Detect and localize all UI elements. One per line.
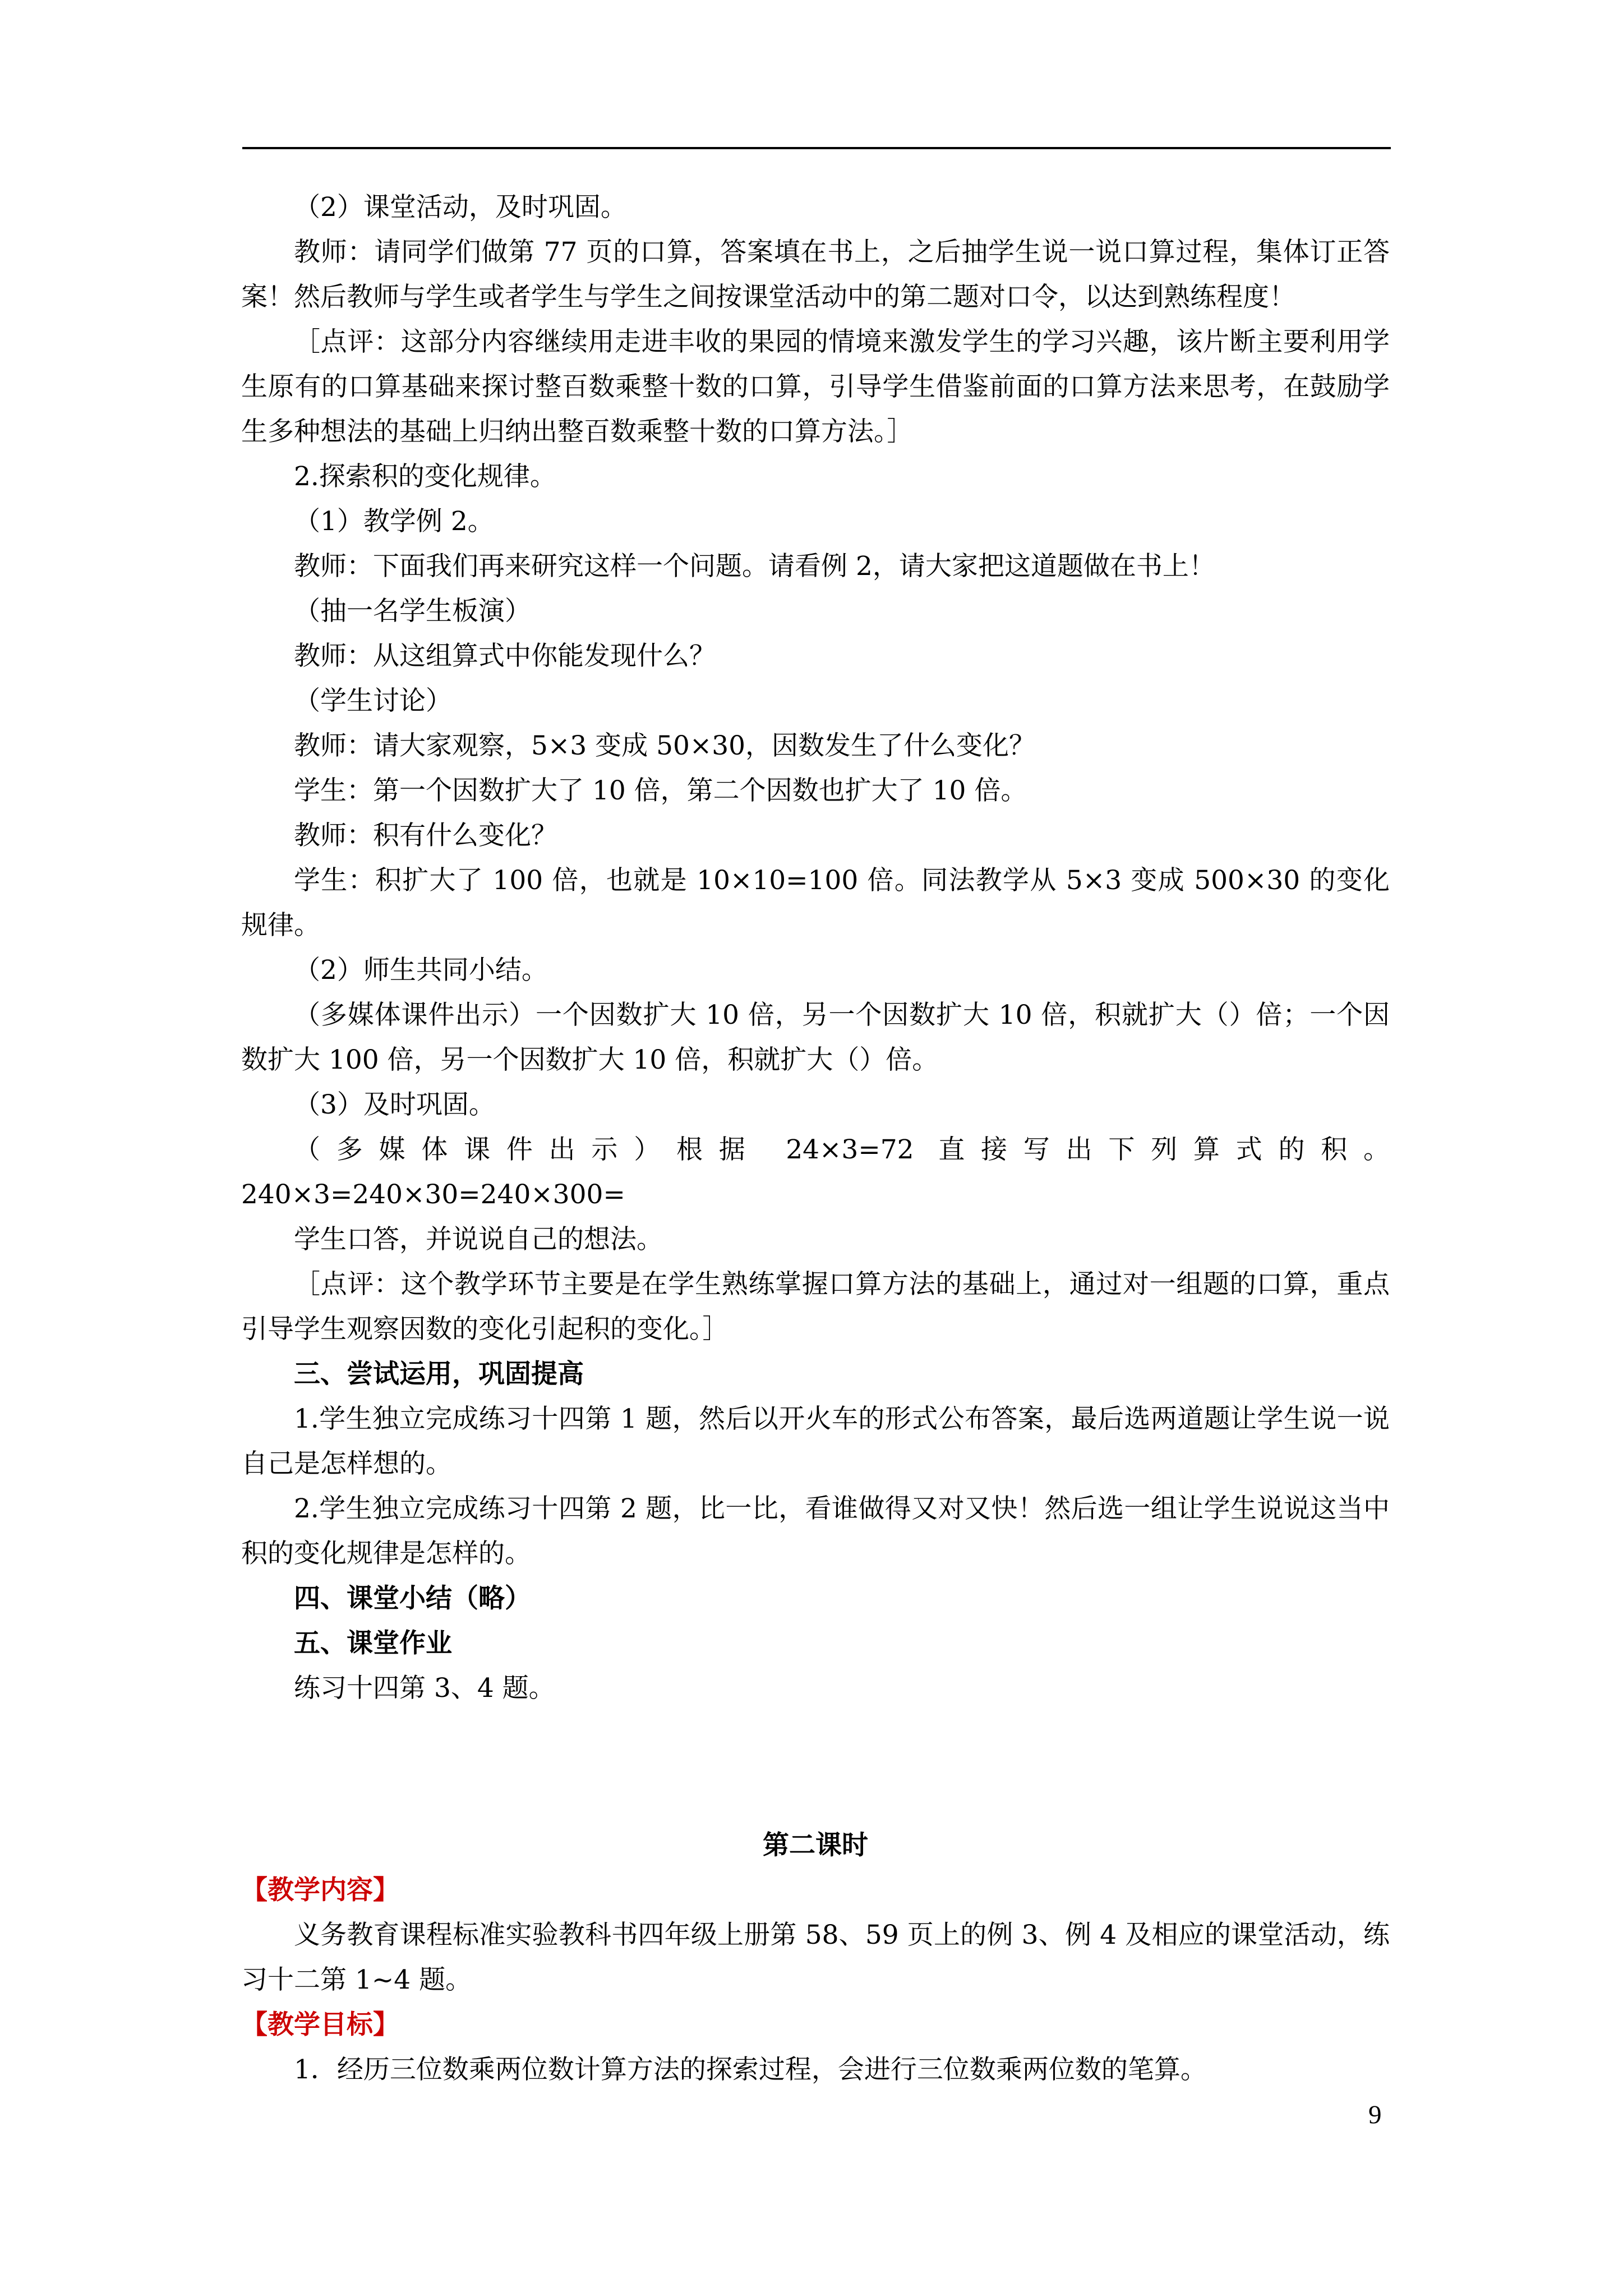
paragraph: 学生：第一个因数扩大了 10 倍，第二个因数也扩大了 10 倍。: [294, 775, 1027, 806]
paragraph: 教师：请同学们做第 77 页的口算，答案填在书上，之后抽学生说一说口算过程，集体订正答案！然后教师与学生或者学生与学生之间按课堂活动中的第二题对口令，以达到熟练程度！: [241, 237, 1390, 312]
paragraph: 学生口答，并说说自己的想法。: [294, 1224, 663, 1255]
lesson-title: 第二课时: [763, 1830, 868, 1861]
paragraph: （2）师生共同小结。: [294, 955, 548, 986]
teaching-content-text: 义务教育课程标准实验教科书四年级上册第 58、59 页上的例 3、例 4 及相应的课堂活动，练习十二第 1~4 题。: [241, 1920, 1390, 1995]
page-body: [241, 185, 1390, 2092]
paragraph: （抽一名学生板演）: [294, 596, 531, 627]
paragraph: 教师：请大家观察，5×3 变成 50×30，因数发生了什么变化？: [294, 730, 1036, 761]
paragraph: 教师：从这组算式中你能发现什么？: [294, 641, 716, 671]
section-heading-3: 三、尝试运用，巩固提高: [294, 1359, 584, 1389]
paragraph: 学生：积扩大了 100 倍，也就是 10×10=100 倍。同法教学从 5×3 变成 500×30 的变化规律。: [241, 865, 1390, 941]
homework-text: 练习十四第 3、4 题。: [294, 1673, 555, 1704]
paragraph: （学生讨论）: [294, 685, 452, 716]
paragraph: 教师：下面我们再来研究这样一个问题。请看例 2，请大家把这道题做在书上！: [294, 551, 1215, 582]
comment-paragraph: ［点评：这部分内容继续用走进丰收的果园的情境来激发学生的学习兴趣，该片断主要利用学生原有的口算基础来探讨整百数乘整十数的口算，引导学生借鉴前面的口算方法来思考，在鼓励学生多种想法的基础上归纳出整百数乘整十数的口算方法。］: [241, 326, 1390, 447]
teaching-goal-text: 1．经历三位数乘两位数计算方法的探索过程，会进行三位数乘两位数的笔算。: [294, 2054, 1207, 2085]
paragraph: （多媒体课件出示）一个因数扩大 10 倍，另一个因数扩大 10 倍，积就扩大（）倍；一个因数扩大 100 倍，另一个因数扩大 10 倍，积就扩大（）倍。: [241, 1000, 1390, 1075]
header-rule: [242, 147, 1391, 149]
teaching-goal-heading: 【教学目标】: [241, 2009, 399, 2040]
page-number: 9: [1368, 2100, 1382, 2129]
paragraph: 2.探索积的变化规律。: [294, 461, 556, 492]
section-heading-5: 五、课堂作业: [294, 1628, 452, 1659]
paragraph: 教师：积有什么变化？: [294, 820, 557, 851]
paragraph: （多媒体课件出示）根据 24×3=72 直接写出下列算式的积。240×3=240×30=240×300=: [241, 1134, 1390, 1210]
comment-paragraph: ［点评：这个教学环节主要是在学生熟练掌握口算方法的基础上，通过对一组题的口算，重点引导学生观察因数的变化引起积的变化。］: [241, 1269, 1390, 1345]
teaching-content-heading: 【教学内容】: [241, 1875, 399, 1906]
paragraph: 2.学生独立完成练习十四第 2 题，比一比，看谁做得又对又快！然后选一组让学生说说这当中积的变化规律是怎样的。: [241, 1493, 1390, 1569]
paragraph: （2）课堂活动，及时巩固。: [294, 192, 627, 223]
section-heading-4: 四、课堂小结（略）: [294, 1583, 531, 1614]
paragraph: （3）及时巩固。: [294, 1089, 495, 1120]
paragraph: 1.学生独立完成练习十四第 1 题，然后以开火车的形式公布答案，最后选两道题让学生说一说自己是怎样想的。: [241, 1404, 1390, 1479]
paragraph: （1）教学例 2。: [294, 506, 494, 537]
